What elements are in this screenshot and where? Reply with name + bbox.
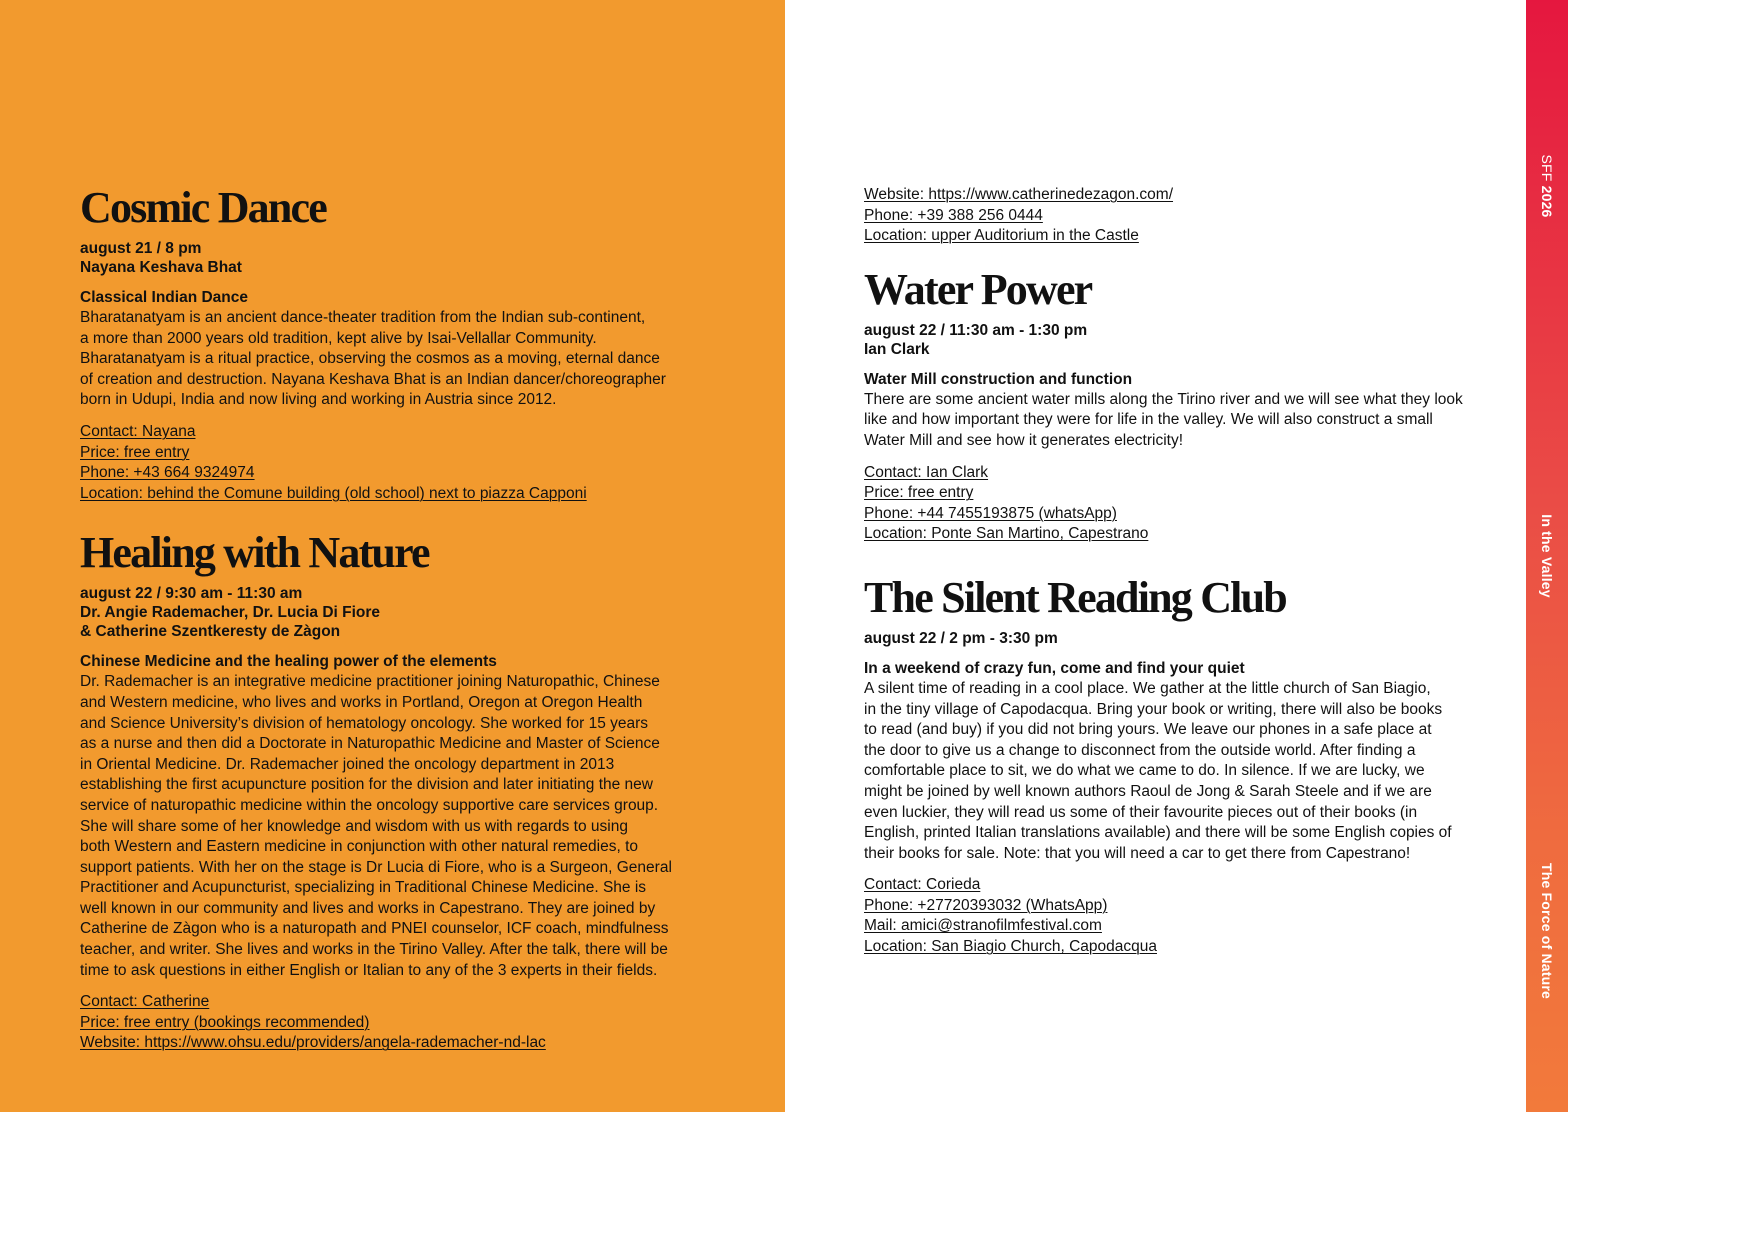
event-details [864,463,1504,545]
description-line: establishing the first acupuncture position for the division and later initiating the new [80,776,653,794]
description-line: support patients. With her on the stage is Dr Lucia di Fiore, who is a Surgeon, General [80,858,672,876]
website-link[interactable]: Website: https://www.ohsu.edu/providers/angela-rademacher-nd-lac [80,1034,546,1052]
event-date: august 22 / 9:30 am - 11:30 am [80,585,303,603]
description-line: of creation and destruction. Nayana Keshava Bhat is an Indian dancer/choreographer [80,370,666,388]
right-column [864,185,1504,958]
left-column [80,183,720,1054]
contact-link[interactable]: Contact: Corieda [864,876,981,894]
description-line: Practitioner and Acupuncturist, specializing in Traditional Chinese Medicine. She is [80,879,647,897]
event-subtitle: In a weekend of crazy fun, come and find your quiet [864,659,1245,677]
event-title: Water Power [864,264,1092,314]
event-details [864,875,1504,957]
description-line: comfortable place to sit, we do what we came to do. In silence. If we are lucky, we [864,762,1425,780]
description-line: service of naturopathic medicine within the oncology supportive care services group. [80,796,659,814]
phone-link[interactable]: Phone: +43 664 9324974 [80,464,255,482]
price-link[interactable]: Price: free entry [80,443,190,461]
event-host: Dr. Angie Rademacher, Dr. Lucia Di Fiore [80,604,381,622]
description-line: Bharatanatyam is a ritual practice, observing the cosmos as a moving, eternal dance [80,350,660,368]
description-line: Dr. Rademacher is an integrative medicine practitioner joining Naturopathic, Chinese [80,673,660,691]
event-silent-reading-club [864,573,1504,958]
description-line: might be joined by well known authors Raoul de Jong & Sarah Steele and if we are [864,782,1432,800]
description-line: their books for sale. Note: that you will need a car to get there from Capestrano! [864,844,1411,862]
description-line: a more than 2000 years old tradition, kept alive by Isai-Vellallar Community. [80,329,597,347]
event-description [864,679,1504,864]
event-title: Cosmic Dance [80,183,327,232]
phone-link[interactable]: Phone: +39 388 256 0444 [864,206,1043,224]
phone-link[interactable]: Phone: +44 7455193875 (whatsApp) [864,504,1117,522]
location-link[interactable]: Location: San Biagio Church, Capodacqua [864,938,1157,956]
description-line: She will share some of her knowledge and wisdom with us with regards to using [80,817,628,835]
event-healing-with-nature [80,528,720,1054]
sidebar-label-valley-text: In the Valley [1539,514,1555,598]
price-link[interactable]: Price: free entry (bookings recommended) [80,1013,370,1031]
description-line: even luckier, they will read us some of their favourite pieces out of their books (in [864,803,1418,821]
event-date: august 22 / 11:30 am - 1:30 pm [864,321,1088,339]
continued-event-details [864,185,1504,247]
location-link[interactable]: Location: Ponte San Martino, Capestrano [864,525,1149,543]
description-line: Water Mill and see how it generates electricity! [864,431,1184,449]
description-line: to read (and buy) if you did not bring yours. We leave our phones in a safe place at [864,721,1432,739]
event-details [80,992,720,1054]
sidebar-label-year: 2026 [1539,185,1555,218]
sidebar-label-force-text: The Force of Nature [1539,862,1555,1000]
location-link[interactable]: Location: upper Auditorium in the Castle [864,227,1139,245]
sidebar-label-sff: SFF [1539,154,1555,186]
event-description [80,672,720,981]
event-date: august 21 / 8 pm [80,240,202,257]
event-water-power [864,265,1504,545]
mail-link[interactable]: Mail: amici@stranofilmfestival.com [864,917,1102,935]
website-link[interactable]: Website: https://www.catherinedezagon.com/ [864,186,1174,203]
description-line: born in Udupi, India and now living and working in Austria since 2012. [80,391,557,409]
description-line: and Science University’s division of hematology oncology. She worked for 15 years [80,714,649,732]
contact-link[interactable]: Contact: Ian Clark [864,463,989,481]
description-line: time to ask questions in either English or Italian to any of the 3 experts in their fields. [80,961,658,979]
description-line: Bharatanatyam is an ancient dance-theater tradition from the Indian sub-continent, [80,309,646,326]
sidebar-label-valley [1539,514,1555,598]
description-line: A silent time of reading in a cool place. We gather at the little church of San Biagio, [864,679,1431,697]
event-title: Healing with Nature [80,528,429,578]
event-description [80,308,720,411]
sidebar-label-festival [1539,154,1555,217]
phone-link[interactable]: Phone: +27720393032 (WhatsApp) [864,896,1108,914]
description-line: well known in our community and lives and works in Capestrano. They are joined by [80,899,656,917]
description-line: in Oriental Medicine. Dr. Rademacher joined the oncology department in 2013 [80,755,615,773]
event-host: & Catherine Szentkeresty de Zàgon [80,623,341,641]
sidebar-label-force [1539,863,1555,999]
event-host: Ian Clark [864,340,930,358]
description-line: in the tiny village of Capodacqua. Bring your book or writing, there will also be books [864,700,1443,718]
description-line: There are some ancient water mills along the Tirino river and we will see what they look [864,390,1463,408]
contact-link[interactable]: Contact: Catherine [80,993,210,1011]
event-details [80,422,720,504]
contact-link[interactable]: Contact: Nayana [80,422,196,440]
event-subtitle: Classical Indian Dance [80,289,248,306]
event-subtitle: Chinese Medicine and the healing power of the elements [80,653,497,671]
description-line: like and how important they were for life in the valley. We will also construct a small [864,411,1433,429]
description-line: both Western and Eastern medicine in conjunction with other natural remedies, to [80,838,639,856]
description-line: and Western medicine, who lives and works in Portland, Oregon at Oregon Health [80,693,643,711]
event-subtitle: Water Mill construction and function [864,370,1133,388]
event-title: The Silent Reading Club [864,572,1286,622]
description-line: the door to give us a change to disconnect from the outside world. After finding a [864,741,1416,759]
description-line: English, printed Italian translations available) and there will be some English copies of [864,824,1452,842]
description-line: as a nurse and then did a Doctorate in Naturopathic Medicine and Master of Science [80,735,660,753]
price-link[interactable]: Price: free entry [864,484,974,502]
event-host: Nayana Keshava Bhat [80,259,242,276]
event-cosmic-dance [80,183,720,504]
description-line: Catherine de Zàgon who is a naturopath and PNEI counselor, ICF coach, mindfulness [80,920,669,938]
description-line: teacher, and writer. She lives and works in the Tirino Valley. After the talk, there will be [80,941,668,959]
location-link[interactable]: Location: behind the Comune building (old school) next to piazza Capponi [80,484,587,502]
event-date: august 22 / 2 pm - 3:30 pm [864,629,1058,647]
event-description [864,390,1504,452]
